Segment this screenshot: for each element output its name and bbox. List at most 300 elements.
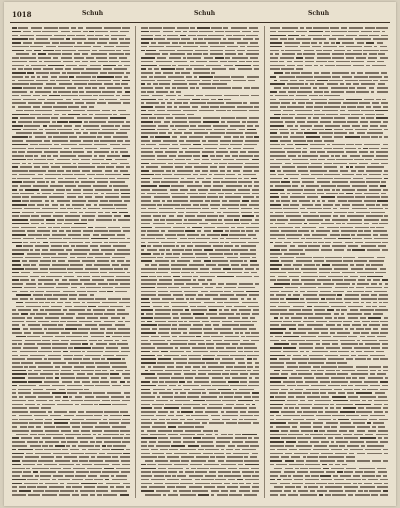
word-mark — [291, 456, 300, 458]
word-mark — [141, 336, 149, 338]
word-mark — [115, 279, 130, 281]
word-mark — [329, 302, 343, 304]
word-mark — [252, 313, 259, 315]
word-mark — [21, 272, 31, 274]
word-mark — [110, 238, 124, 240]
word-mark — [38, 174, 43, 176]
word-mark — [81, 129, 84, 131]
word-mark — [352, 377, 357, 379]
word-mark — [82, 426, 93, 428]
word-mark — [60, 204, 64, 206]
word-mark — [352, 125, 360, 127]
word-mark — [219, 163, 226, 165]
word-mark — [380, 46, 388, 48]
word-mark — [114, 253, 130, 255]
word-mark — [116, 166, 124, 168]
word-mark — [319, 95, 322, 97]
word-mark — [161, 102, 165, 104]
word-mark — [252, 159, 259, 161]
word-mark — [161, 242, 175, 244]
word-mark — [71, 283, 81, 285]
word-mark — [213, 125, 228, 127]
word-mark — [281, 430, 287, 432]
word-mark — [288, 340, 305, 342]
word-mark — [194, 381, 209, 383]
word-mark — [205, 475, 216, 477]
word-mark — [62, 381, 73, 383]
word-mark — [384, 170, 388, 172]
word-mark — [87, 373, 93, 375]
word-mark — [218, 283, 225, 285]
word-mark — [172, 475, 176, 477]
word-mark — [73, 302, 80, 304]
word-mark — [243, 475, 251, 477]
word-mark — [126, 260, 130, 262]
word-mark — [279, 76, 295, 78]
word-mark — [249, 377, 252, 379]
word-mark — [97, 42, 108, 44]
word-mark — [232, 87, 242, 89]
word-mark — [220, 61, 227, 63]
word-mark — [21, 95, 31, 97]
word-mark — [334, 117, 345, 119]
word-mark — [39, 441, 43, 443]
word-mark — [366, 287, 383, 289]
word-mark — [310, 471, 323, 473]
word-mark — [357, 370, 368, 372]
word-mark — [31, 196, 47, 198]
word-mark — [341, 343, 358, 345]
word-mark — [337, 196, 353, 198]
word-mark — [215, 358, 220, 360]
word-mark — [167, 223, 174, 225]
word-mark — [64, 148, 69, 150]
word-mark — [247, 366, 253, 368]
word-mark — [303, 148, 307, 150]
word-mark — [178, 129, 186, 131]
word-mark — [72, 170, 80, 172]
word-mark — [52, 140, 68, 142]
word-mark — [12, 208, 22, 210]
word-mark — [120, 114, 130, 116]
word-mark — [72, 419, 84, 421]
word-mark — [236, 276, 252, 278]
word-mark — [231, 309, 237, 311]
word-mark — [35, 148, 49, 150]
word-mark — [156, 400, 169, 402]
word-mark — [245, 140, 259, 142]
word-mark — [341, 385, 347, 387]
word-mark — [30, 242, 35, 244]
word-mark — [141, 479, 149, 481]
word-mark — [227, 121, 240, 123]
word-mark — [121, 471, 130, 473]
word-mark — [141, 200, 151, 202]
word-mark — [231, 76, 244, 78]
word-mark — [152, 453, 164, 455]
word-mark — [240, 381, 247, 383]
word-mark — [106, 193, 119, 195]
word-mark — [24, 110, 34, 112]
word-mark — [357, 189, 367, 191]
word-mark — [186, 208, 201, 210]
word-mark — [232, 377, 246, 379]
word-mark — [99, 50, 115, 52]
word-mark — [141, 490, 154, 492]
word-mark — [51, 76, 57, 78]
word-mark — [12, 340, 22, 342]
word-mark — [238, 68, 252, 70]
word-mark — [61, 377, 75, 379]
word-mark — [39, 144, 52, 146]
word-mark — [62, 449, 68, 451]
word-mark — [314, 430, 318, 432]
word-mark — [193, 72, 210, 74]
word-mark — [326, 422, 339, 424]
word-mark — [361, 415, 368, 417]
word-mark — [364, 46, 372, 48]
word-mark — [289, 407, 293, 409]
word-mark — [186, 212, 198, 214]
word-mark — [190, 340, 204, 342]
word-mark — [141, 72, 153, 74]
word-mark — [85, 355, 101, 357]
word-mark — [204, 185, 211, 187]
word-mark — [280, 483, 290, 485]
word-mark — [87, 110, 100, 112]
word-mark — [24, 483, 38, 485]
word-mark — [369, 324, 380, 326]
word-mark — [270, 373, 279, 375]
word-mark — [69, 279, 79, 281]
word-mark — [124, 200, 130, 202]
word-mark — [141, 343, 151, 345]
word-mark — [293, 306, 305, 308]
word-mark — [166, 219, 182, 221]
word-mark — [255, 362, 259, 364]
word-mark — [174, 163, 185, 165]
word-mark — [194, 159, 201, 161]
word-mark — [66, 324, 82, 326]
word-mark — [302, 42, 310, 44]
word-mark — [177, 242, 191, 244]
word-mark — [38, 279, 53, 281]
word-mark — [12, 370, 26, 372]
word-mark — [145, 370, 148, 372]
word-mark — [381, 219, 388, 221]
word-mark — [91, 53, 107, 55]
word-mark — [274, 486, 283, 488]
word-mark — [348, 110, 360, 112]
word-mark — [123, 453, 130, 455]
word-mark — [211, 321, 220, 323]
word-mark — [249, 407, 256, 409]
word-mark — [52, 204, 58, 206]
word-mark — [327, 430, 337, 432]
word-mark — [248, 411, 259, 413]
word-mark — [244, 87, 250, 89]
word-mark — [155, 35, 161, 37]
word-mark — [22, 260, 27, 262]
word-mark — [374, 159, 388, 161]
word-mark — [275, 336, 282, 338]
word-mark — [42, 437, 50, 439]
word-mark — [172, 65, 175, 67]
word-mark — [141, 204, 156, 206]
word-mark — [64, 415, 74, 417]
word-mark — [325, 373, 336, 375]
word-mark — [364, 238, 373, 240]
word-mark — [333, 208, 337, 210]
word-mark — [226, 306, 232, 308]
word-mark — [116, 468, 130, 470]
word-mark — [52, 479, 56, 481]
word-mark — [12, 140, 23, 142]
word-mark — [158, 125, 168, 127]
word-mark — [308, 317, 322, 319]
word-mark — [189, 486, 203, 488]
word-mark — [381, 163, 388, 165]
word-mark — [252, 257, 255, 259]
word-mark — [317, 57, 331, 59]
word-mark — [37, 204, 44, 206]
word-mark — [368, 430, 377, 432]
word-mark — [312, 407, 324, 409]
word-mark — [247, 125, 253, 127]
word-mark — [69, 294, 77, 296]
word-mark — [123, 483, 130, 485]
word-mark — [356, 287, 365, 289]
word-mark — [253, 31, 259, 33]
word-mark — [292, 483, 303, 485]
word-mark — [108, 227, 120, 229]
word-mark — [111, 260, 115, 262]
word-mark — [189, 358, 201, 360]
word-mark — [125, 38, 130, 40]
word-mark — [94, 415, 102, 417]
word-mark — [192, 347, 206, 349]
word-mark — [141, 76, 147, 78]
word-mark — [222, 204, 239, 206]
word-mark — [317, 178, 333, 180]
word-mark — [173, 317, 179, 319]
word-mark — [164, 178, 180, 180]
word-mark — [204, 38, 221, 40]
word-mark — [102, 370, 107, 372]
word-mark — [375, 110, 387, 112]
word-mark — [38, 99, 45, 101]
word-mark — [305, 57, 315, 59]
word-mark — [283, 136, 287, 138]
word-mark — [12, 347, 21, 349]
word-mark — [347, 392, 355, 394]
word-mark — [189, 264, 203, 266]
word-mark — [311, 42, 317, 44]
word-mark — [350, 276, 358, 278]
word-mark — [336, 309, 339, 311]
word-mark — [167, 456, 179, 458]
word-mark — [287, 385, 296, 387]
word-mark — [98, 483, 103, 485]
word-mark — [300, 400, 305, 402]
word-mark — [78, 298, 94, 300]
word-mark — [27, 317, 32, 319]
word-mark — [241, 208, 252, 210]
word-mark — [185, 430, 201, 432]
word-mark — [246, 404, 250, 406]
word-mark — [295, 99, 309, 101]
word-mark — [141, 276, 148, 278]
word-mark — [285, 404, 296, 406]
word-mark — [369, 87, 375, 89]
word-mark — [161, 166, 173, 168]
word-mark — [141, 272, 155, 274]
word-mark — [94, 155, 97, 157]
word-mark — [12, 366, 23, 368]
word-mark — [12, 419, 18, 421]
word-mark — [317, 193, 324, 195]
word-mark — [210, 204, 220, 206]
word-mark — [216, 456, 224, 458]
word-mark — [159, 50, 176, 52]
word-mark — [12, 392, 16, 394]
word-mark — [27, 230, 35, 232]
word-mark — [254, 276, 259, 278]
word-mark — [87, 257, 93, 259]
word-mark — [113, 219, 116, 221]
word-mark — [385, 208, 388, 210]
word-mark — [378, 430, 388, 432]
word-mark — [172, 324, 177, 326]
word-mark — [250, 264, 259, 266]
word-mark — [52, 347, 66, 349]
word-mark — [278, 306, 291, 308]
word-mark — [12, 95, 19, 97]
word-mark — [283, 321, 292, 323]
word-mark — [12, 449, 16, 451]
word-mark — [332, 189, 335, 191]
word-mark — [96, 343, 107, 345]
word-mark — [300, 298, 304, 300]
word-mark — [124, 215, 130, 217]
word-mark — [172, 114, 185, 116]
word-mark — [51, 200, 54, 202]
word-mark — [353, 483, 357, 485]
word-mark — [314, 306, 328, 308]
word-mark — [174, 102, 182, 104]
word-mark — [55, 400, 61, 402]
word-mark — [342, 189, 355, 191]
word-mark — [177, 50, 193, 52]
word-mark — [334, 178, 351, 180]
word-mark — [154, 219, 159, 221]
word-mark — [179, 471, 184, 473]
word-mark — [48, 411, 52, 413]
word-mark — [357, 72, 363, 74]
word-mark — [86, 204, 91, 206]
word-mark — [306, 460, 318, 462]
word-mark — [230, 260, 243, 262]
word-mark — [358, 407, 363, 409]
word-mark — [45, 302, 50, 304]
word-mark — [21, 313, 28, 315]
word-mark — [25, 268, 38, 270]
word-mark — [296, 95, 307, 97]
word-mark — [175, 72, 180, 74]
word-mark — [12, 166, 18, 168]
word-mark — [92, 163, 99, 165]
word-mark — [141, 223, 150, 225]
word-mark — [12, 76, 23, 78]
word-mark — [141, 181, 150, 183]
word-mark — [190, 61, 195, 63]
word-mark — [189, 129, 205, 131]
word-mark — [106, 332, 113, 334]
word-mark — [195, 411, 204, 413]
word-mark — [283, 204, 289, 206]
word-mark — [180, 136, 187, 138]
word-mark — [358, 148, 361, 150]
word-mark — [20, 185, 31, 187]
word-mark — [219, 196, 223, 198]
word-mark — [297, 411, 302, 413]
word-mark — [12, 38, 28, 40]
word-mark — [346, 91, 355, 93]
word-mark — [361, 445, 365, 447]
word-mark — [234, 219, 239, 221]
word-mark — [30, 276, 39, 278]
word-mark — [24, 68, 32, 70]
word-mark — [104, 321, 116, 323]
word-mark — [206, 129, 212, 131]
word-mark — [141, 144, 145, 146]
word-mark — [92, 430, 102, 432]
word-mark — [45, 419, 53, 421]
word-mark — [222, 373, 228, 375]
word-mark — [356, 351, 362, 353]
word-mark — [370, 373, 375, 375]
word-mark — [146, 102, 159, 104]
word-mark — [240, 204, 247, 206]
word-mark — [94, 230, 108, 232]
word-mark — [296, 260, 312, 262]
word-mark — [376, 475, 381, 477]
word-mark — [170, 400, 173, 402]
word-mark — [69, 298, 76, 300]
word-mark — [340, 110, 346, 112]
word-mark — [381, 72, 388, 74]
word-mark — [160, 148, 167, 150]
word-mark — [370, 370, 376, 372]
word-mark — [122, 400, 130, 402]
word-mark — [232, 441, 244, 443]
word-mark — [270, 441, 284, 443]
word-mark — [44, 358, 47, 360]
word-mark — [296, 396, 305, 398]
word-mark — [372, 102, 379, 104]
word-mark — [157, 57, 166, 59]
word-mark — [196, 257, 208, 259]
word-mark — [327, 151, 344, 153]
word-mark — [123, 50, 130, 52]
word-mark — [123, 336, 130, 338]
word-mark — [250, 373, 259, 375]
word-mark — [270, 155, 286, 157]
word-mark — [240, 324, 255, 326]
word-mark — [150, 434, 165, 436]
word-mark — [340, 340, 355, 342]
word-mark — [167, 35, 178, 37]
